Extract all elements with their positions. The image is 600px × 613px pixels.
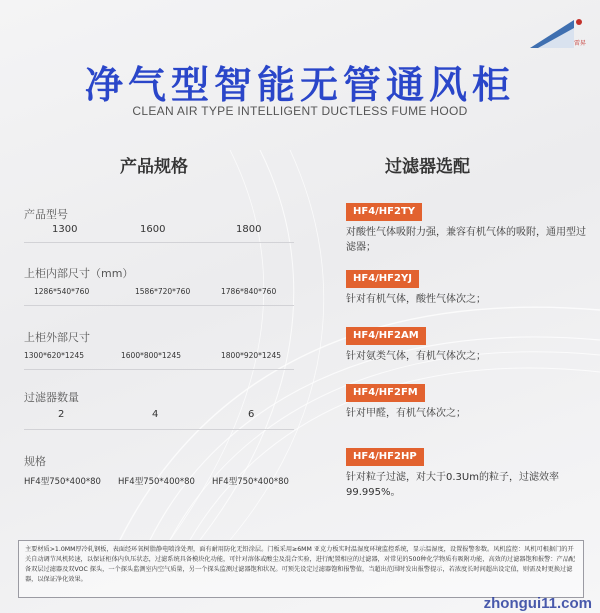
spec-value: 1800	[236, 224, 262, 235]
spec-value: HF4型750*400*80	[24, 477, 101, 487]
spec-value: 1286*540*760	[34, 287, 90, 296]
divider	[24, 305, 294, 306]
divider	[24, 369, 294, 370]
spec-value: 4	[152, 409, 159, 420]
filter-description: 针对粒子过滤，对大于0.3Um的粒子，过滤效率99.995%。	[346, 472, 559, 498]
spec-value: 1600	[140, 224, 166, 235]
product-notes: 主要材质>1.0MM厚冷轧钢板，表面经环氧树脂静电喷涂处理，面有耐用防化无铅涂层。门板采用≥6MM 亚克力板实时温湿度环境监控系统，显示温湿度，设置报警参数。风机监控：风机可根据门的开关自动调节风机转速，以保证柜体内负压状态，过滤系统具备模块化功能，可针对溶体或酸尘及混合实验，进行配置相应的过滤器，对常见的500种化学物质有吸附功能，高效的过滤器饱和报警：产品配备双层过滤器及双VOC 探头，一个探头监测室内空气质量，另一个探头监测过滤器饱和状况。可预先设定过滤器饱和报警值，当超出范围时发出报警提示，若浓度长时间超出设定值，则需及时更换过滤器，以保证净化效果。	[18, 540, 584, 598]
filters-section-title: 过滤器选配	[385, 157, 470, 177]
spec-label: 过滤器数量	[24, 391, 79, 404]
divider	[24, 429, 294, 430]
spec-value: 1300*620*1245	[24, 351, 84, 360]
spec-value: 1600*800*1245	[121, 351, 181, 360]
divider	[24, 242, 294, 243]
brand-logo-text: 雷昇	[573, 40, 586, 47]
spec-label: 上柜内部尺寸（mm）	[24, 267, 134, 280]
filter-description: 针对甲醛，有机气体次之；	[346, 408, 466, 419]
page-subtitle: CLEAN AIR TYPE INTELLIGENT DUCTLESS FUME HOOD	[132, 104, 468, 118]
filter-description: 针对有机气体，酸性气体次之；	[346, 294, 486, 305]
filter-code-badge: HF4/HF2FM	[346, 384, 425, 402]
page-title: 净气型智能无管通风柜	[84, 63, 515, 107]
watermark: zhongui11.com	[483, 595, 592, 612]
spec-value: 2	[58, 409, 65, 420]
spec-label: 产品型号	[24, 208, 68, 221]
spec-value: 1786*840*760	[221, 287, 277, 296]
filter-code-badge: HF4/HF2HP	[346, 448, 424, 466]
spec-value: 1800*920*1245	[221, 351, 281, 360]
spec-value: 1586*720*760	[135, 287, 191, 296]
filter-code-badge: HF4/HF2AM	[346, 327, 426, 345]
spec-value: 1300	[52, 224, 78, 235]
spec-label: 上柜外部尺寸	[24, 331, 90, 344]
filter-description: 对酸性气体吸附力强，兼容有机气体的吸附，通用型过滤器；	[346, 227, 586, 253]
specs-section-title: 产品规格	[120, 157, 188, 177]
spec-label: 规格	[24, 455, 46, 468]
filter-code-badge: HF4/HF2TY	[346, 203, 422, 221]
filter-code-badge: HF4/HF2YJ	[346, 270, 419, 288]
spec-value: HF4型750*400*80	[118, 477, 195, 487]
spec-value: HF4型750*400*80	[212, 477, 289, 487]
filter-description: 针对氨类气体，有机气体次之；	[346, 351, 486, 362]
spec-value: 6	[248, 409, 255, 420]
